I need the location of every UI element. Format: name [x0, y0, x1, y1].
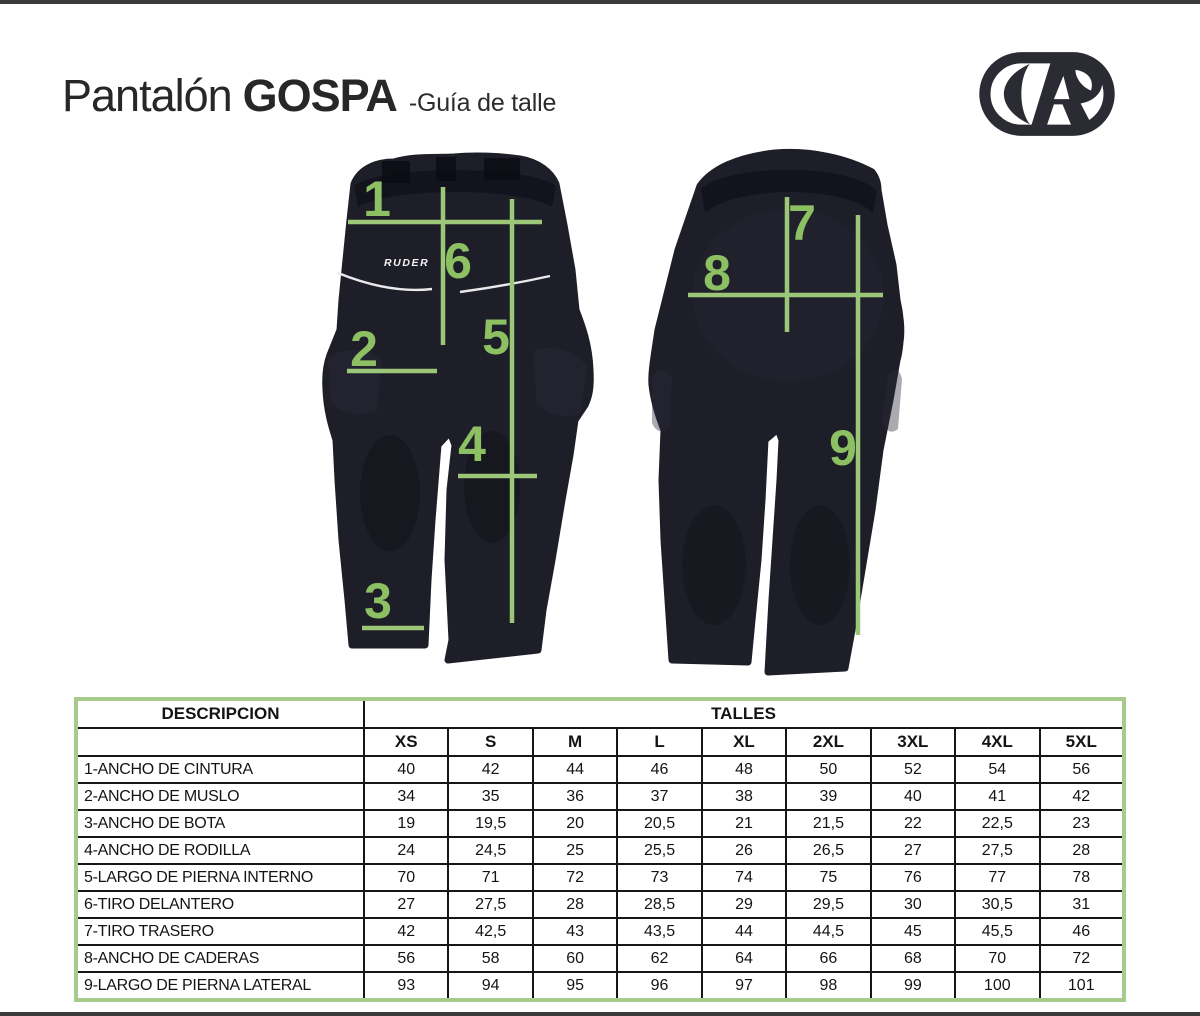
size-header-5xl: 5XL — [1040, 728, 1125, 756]
belt-segment-right — [484, 158, 520, 180]
measurement-value: 99 — [871, 972, 955, 1000]
measurement-value: 46 — [1040, 918, 1125, 945]
page-border-bottom — [0, 1012, 1200, 1016]
size-header-3xl: 3XL — [871, 728, 955, 756]
marker-label-4: 4 — [458, 416, 486, 472]
back-left-knee-shade — [682, 505, 746, 625]
measurement-value: 28,5 — [617, 891, 701, 918]
pants-back-illustration — [652, 152, 902, 672]
measurement-value: 42 — [448, 756, 532, 783]
row-label: 1-ANCHO DE CINTURA — [76, 756, 364, 783]
measurement-value: 22,5 — [955, 810, 1039, 837]
marker-label-2: 2 — [350, 321, 378, 377]
size-header-4xl: 4XL — [955, 728, 1039, 756]
table-row — [76, 837, 1124, 864]
measurement-value: 21,5 — [786, 810, 870, 837]
back-right-knee-shade — [790, 505, 850, 625]
measurement-value: 64 — [702, 945, 786, 972]
table-row — [76, 810, 1124, 837]
table-row — [76, 918, 1124, 945]
ruder-logo-svg — [978, 50, 1116, 138]
measurement-value: 27,5 — [448, 891, 532, 918]
measurement-value: 77 — [955, 864, 1039, 891]
measurement-value: 98 — [786, 972, 870, 1000]
measurement-value: 66 — [786, 945, 870, 972]
measurement-value: 56 — [364, 945, 448, 972]
size-header-xl: XL — [702, 728, 786, 756]
measurement-value: 50 — [786, 756, 870, 783]
measurement-value: 34 — [364, 783, 448, 810]
measurement-value: 30 — [871, 891, 955, 918]
measurement-value: 29 — [702, 891, 786, 918]
measurement-value: 100 — [955, 972, 1039, 1000]
front-left-knee-shade — [360, 435, 420, 551]
page-border-top — [0, 0, 1200, 4]
measurement-value: 22 — [871, 810, 955, 837]
measurement-value: 21 — [702, 810, 786, 837]
row-label: 2-ANCHO DE MUSLO — [76, 783, 364, 810]
measurement-value: 41 — [955, 783, 1039, 810]
measurement-value: 30,5 — [955, 891, 1039, 918]
table-header-row-main — [76, 699, 1124, 728]
measurement-value: 78 — [1040, 864, 1125, 891]
row-label: 9-LARGO DE PIERNA LATERAL — [76, 972, 364, 1000]
table-row — [76, 891, 1124, 918]
measurement-value: 43 — [533, 918, 617, 945]
measurement-value: 72 — [533, 864, 617, 891]
measurement-value: 71 — [448, 864, 532, 891]
measurement-value: 73 — [617, 864, 701, 891]
size-table — [74, 697, 1126, 1002]
measurement-value: 75 — [786, 864, 870, 891]
measurement-value: 38 — [702, 783, 786, 810]
measurement-value: 93 — [364, 972, 448, 1000]
measurement-value: 54 — [955, 756, 1039, 783]
measurement-value: 101 — [1040, 972, 1125, 1000]
header-descripcion: DESCRIPCION — [76, 699, 364, 728]
pants-diagram-svg — [300, 145, 960, 690]
measurement-value: 43,5 — [617, 918, 701, 945]
measurement-value: 45,5 — [955, 918, 1039, 945]
title-product-name: GOSPA — [242, 70, 397, 121]
measurement-value: 44,5 — [786, 918, 870, 945]
measurement-value: 42 — [1040, 783, 1125, 810]
pants-brand-label: RUDER — [384, 257, 430, 269]
measurement-diagram — [300, 145, 960, 690]
table-row — [76, 945, 1124, 972]
measurement-value: 31 — [1040, 891, 1125, 918]
measurement-value: 28 — [533, 891, 617, 918]
measurement-value: 45 — [871, 918, 955, 945]
row-label: 4-ANCHO DE RODILLA — [76, 837, 364, 864]
marker-label-1: 1 — [363, 171, 391, 227]
measurement-value: 39 — [786, 783, 870, 810]
size-header-s: S — [448, 728, 532, 756]
size-header-m: M — [533, 728, 617, 756]
table-row — [76, 783, 1124, 810]
measurement-value: 48 — [702, 756, 786, 783]
measurement-value: 23 — [1040, 810, 1125, 837]
measurement-value: 26 — [702, 837, 786, 864]
measurement-value: 26,5 — [786, 837, 870, 864]
size-header-2xl: 2XL — [786, 728, 870, 756]
measurement-value: 19,5 — [448, 810, 532, 837]
page-title — [62, 70, 556, 122]
measurement-value: 25 — [533, 837, 617, 864]
back-left-side-pocket — [652, 370, 672, 431]
measurement-value: 46 — [617, 756, 701, 783]
measurement-value: 24,5 — [448, 837, 532, 864]
ruder-logo-icon — [978, 50, 1116, 138]
measurement-value: 74 — [702, 864, 786, 891]
measurement-value: 40 — [364, 756, 448, 783]
size-header-row — [76, 728, 1124, 756]
measurement-value: 36 — [533, 783, 617, 810]
measurement-value: 40 — [871, 783, 955, 810]
measurement-value: 60 — [533, 945, 617, 972]
measurement-value: 68 — [871, 945, 955, 972]
row-label: 6-TIRO DELANTERO — [76, 891, 364, 918]
measurement-value: 97 — [702, 972, 786, 1000]
measurement-value: 62 — [617, 945, 701, 972]
marker-label-6: 6 — [444, 233, 472, 289]
measurement-value: 58 — [448, 945, 532, 972]
measurement-value: 24 — [364, 837, 448, 864]
measurement-value: 70 — [364, 864, 448, 891]
measurement-value: 19 — [364, 810, 448, 837]
measurement-value: 76 — [871, 864, 955, 891]
measurement-value: 94 — [448, 972, 532, 1000]
belt-buckle — [436, 157, 456, 181]
measurement-value: 35 — [448, 783, 532, 810]
marker-label-9: 9 — [829, 420, 857, 476]
marker-label-8: 8 — [703, 245, 731, 301]
measurement-value: 72 — [1040, 945, 1125, 972]
measurement-value: 56 — [1040, 756, 1125, 783]
row-label: 7-TIRO TRASERO — [76, 918, 364, 945]
size-header-l: L — [617, 728, 701, 756]
measurement-value: 44 — [702, 918, 786, 945]
table-row — [76, 864, 1124, 891]
measurement-value: 70 — [955, 945, 1039, 972]
measurement-value: 29,5 — [786, 891, 870, 918]
header-talles: TALLES — [364, 699, 1124, 728]
measurement-value: 42 — [364, 918, 448, 945]
title-product-type: Pantalón — [62, 70, 232, 121]
measurement-value: 27,5 — [955, 837, 1039, 864]
measurement-value: 52 — [871, 756, 955, 783]
measurement-value: 28 — [1040, 837, 1125, 864]
measurement-value: 96 — [617, 972, 701, 1000]
measurement-value: 42,5 — [448, 918, 532, 945]
table-row — [76, 972, 1124, 1000]
table-row — [76, 756, 1124, 783]
measurement-value: 20,5 — [617, 810, 701, 837]
measurement-value: 20 — [533, 810, 617, 837]
measurement-value: 37 — [617, 783, 701, 810]
measurement-value: 27 — [871, 837, 955, 864]
row-label: 8-ANCHO DE CADERAS — [76, 945, 364, 972]
measurement-value: 27 — [364, 891, 448, 918]
measurement-value: 25,5 — [617, 837, 701, 864]
row-label: 5-LARGO DE PIERNA INTERNO — [76, 864, 364, 891]
measurement-value: 44 — [533, 756, 617, 783]
marker-label-5: 5 — [482, 309, 510, 365]
measurement-value: 95 — [533, 972, 617, 1000]
row-label: 3-ANCHO DE BOTA — [76, 810, 364, 837]
header-empty-cell — [76, 728, 364, 756]
size-header-xs: XS — [364, 728, 448, 756]
title-subtitle: -Guía de talle — [408, 89, 557, 117]
marker-label-3: 3 — [364, 573, 392, 629]
marker-label-7: 7 — [788, 195, 816, 251]
logo-left-crescent — [1004, 64, 1030, 124]
